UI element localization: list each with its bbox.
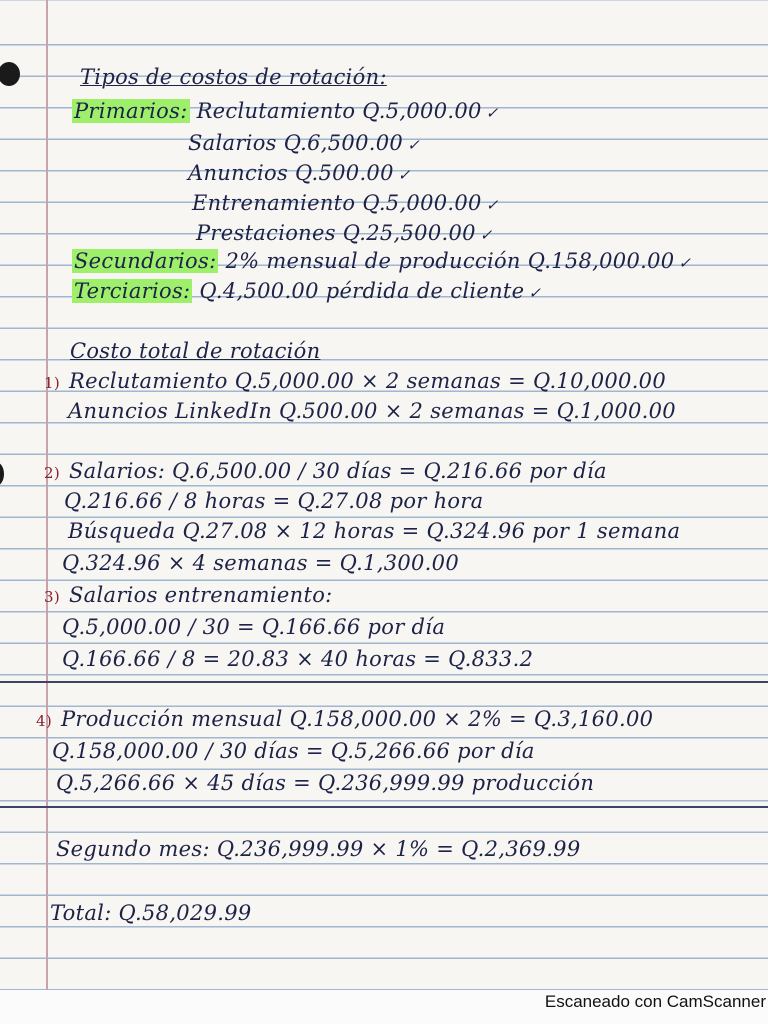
step2-line: Q.216.66 / 8 horas = Q.27.08 por hora (64, 489, 484, 513)
step4-line: 4) Producción mensual Q.158,000.00 × 2% = Q.3,160.00 (36, 707, 654, 731)
primario-item-row (196, 220, 493, 248)
step2-line: Q.324.96 × 4 semanas = Q.1,300.00 (62, 551, 459, 575)
primario-item: Reclutamiento Q.5,000.00 (196, 99, 482, 123)
secundarios-text: 2% mensual de producción Q.158,000.00 (225, 249, 675, 273)
primario-item: Salarios Q.6,500.00 (188, 131, 404, 155)
step-number: 1) (44, 374, 60, 392)
check-icon: ✓ (485, 104, 499, 122)
check-icon: ✓ (485, 196, 499, 214)
total-line: Total: Q.58,029.99 (50, 901, 252, 925)
step-number: 2) (44, 464, 60, 482)
terciarios-row (72, 278, 541, 306)
check-icon: ✓ (528, 284, 542, 302)
step1-line: 1) Reclutamiento Q.5,000.00 × 2 semanas = Q.10,000.00 (44, 369, 666, 393)
check-icon: ✓ (479, 226, 493, 244)
step3-line: Q.166.66 / 8 = 20.83 × 40 horas = Q.833.2 (62, 647, 534, 671)
step-number: 3) (44, 588, 60, 606)
primarios-label: Primarios: (74, 99, 188, 123)
segundo-mes-line: Segundo mes: Q.236,999.99 × 1% = Q.2,369.99 (56, 837, 581, 861)
section-title: Tipos de costos de rotación: (80, 65, 387, 89)
primario-item: Anuncios Q.500.00 (188, 161, 394, 185)
costo-total-title: Costo total de rotación (70, 339, 321, 363)
step3-line: Q.5,000.00 / 30 = Q.166.66 por día (62, 615, 446, 639)
check-icon: ✓ (407, 136, 420, 154)
primario-item: Prestaciones Q.25,500.00 (196, 221, 476, 245)
step2-line: Búsqueda Q.27.08 × 12 horas = Q.324.96 por 1 semana (68, 519, 681, 543)
step2-line: 2) Salarios: Q.6,500.00 / 30 días = Q.216.66 por día (44, 459, 607, 483)
scanner-watermark: Escaneado con CamScanner (544, 992, 766, 1011)
primarios-row (72, 98, 499, 126)
step-number: 4) (36, 712, 52, 730)
divider (0, 806, 768, 808)
primario-item-row (188, 160, 411, 188)
primario-item-row (188, 130, 420, 158)
step1-line: Anuncios LinkedIn Q.500.00 × 2 semanas = Q.1,000.00 (68, 399, 676, 423)
check-icon: ✓ (678, 254, 692, 272)
margin-line (46, 0, 48, 995)
terciarios-label: Terciarios: (74, 279, 191, 303)
primario-item: Entrenamiento Q.5,000.00 (192, 191, 482, 215)
divider (0, 681, 768, 683)
step4-line: Q.158,000.00 / 30 días = Q.5,266.66 por día (52, 739, 535, 763)
step4-line: Q.5,266.66 × 45 días = Q.236,999.99 producción (56, 771, 595, 795)
terciarios-text: Q.4,500.00 pérdida de cliente (199, 279, 525, 303)
step3-line: 3) Salarios entrenamiento: (44, 583, 333, 607)
secundarios-label: Secundarios: (74, 249, 217, 273)
primario-item-row (192, 190, 499, 218)
check-icon: ✓ (397, 166, 411, 184)
secundarios-row (72, 248, 691, 276)
